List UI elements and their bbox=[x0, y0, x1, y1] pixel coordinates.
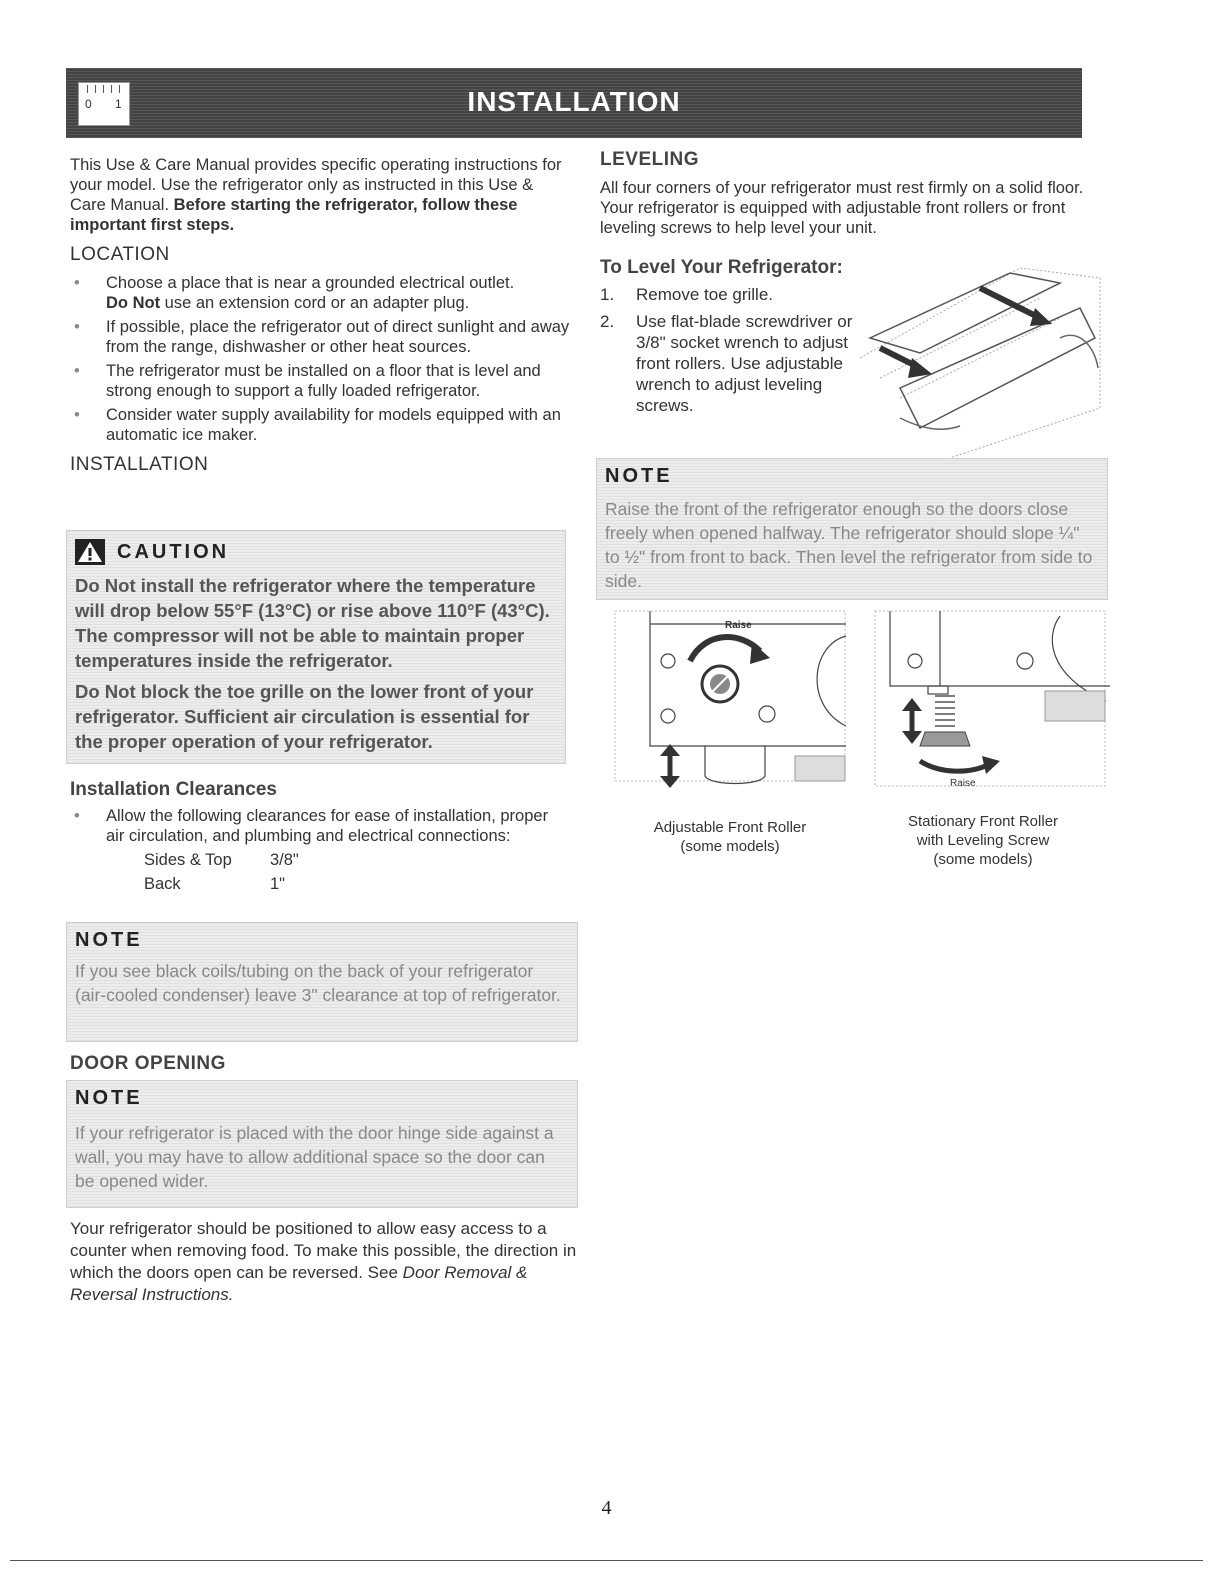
caution-text: Do Not block the toe grille on the lower front of your refrigerator. Sufficient air circulation is essential for the proper operation of your refrigerator. bbox=[75, 681, 534, 752]
installation-heading: INSTALLATION bbox=[70, 454, 209, 475]
list-item: • Choose a place that is near a grounded electrical outlet. Do Not use an extension cord or an adapter plug. bbox=[70, 273, 570, 313]
note-box bbox=[596, 458, 1108, 600]
leveling-paragraph: All four corners of your refrigerator must rest firmly on a solid floor. Your refrigerator is equipped with adjustable front rollers or front leveling screws to help level your unit. bbox=[600, 179, 1084, 237]
note-text: If you see black coils/tubing on the back of your refrigerator (air-cooled condenser) leave 3" clearance at top of refrigerator. bbox=[75, 961, 561, 1005]
adjustable-roller-figure bbox=[610, 606, 850, 796]
left-column bbox=[70, 155, 570, 483]
intro-paragraph: This Use & Care Manual provides specific operating instructions for your model. Use the refrigerator only as instructed in this Use & Care Manual. Before starting the refrigerator, follow these important first steps. bbox=[70, 156, 562, 234]
note-label: NOTE bbox=[75, 1087, 143, 1109]
location-heading: LOCATION bbox=[70, 244, 170, 265]
leveling-subheading: To Level Your Refrigerator: bbox=[600, 257, 843, 278]
table-row: Back 1" bbox=[144, 875, 286, 893]
leveling-steps bbox=[600, 258, 880, 422]
list-item: • Consider water supply availability for models equipped with an automatic ice maker. bbox=[70, 405, 570, 445]
list-item: • Allow the following clearances for ease of installation, proper air circulation, and plumbing and electrical connections: bbox=[70, 806, 570, 846]
list-item: • The refrigerator must be installed on a floor that is level and strong enough to support a fully loaded refrigerator. bbox=[70, 361, 570, 401]
list-item: 2. Use flat-blade screwdriver or 3/8" socket wrench to adjust front rollers. Use adjustable wrench to adjust leveling screws. bbox=[600, 312, 853, 415]
note-box bbox=[66, 1080, 578, 1208]
right-column bbox=[600, 150, 1100, 244]
list-item: • If possible, place the refrigerator out of direct sunlight and away from the range, dishwasher or other heat sources. bbox=[70, 317, 570, 357]
leveling-heading: LEVELING bbox=[600, 149, 700, 170]
toe-grille-illustration bbox=[840, 258, 1102, 458]
door-opening-heading: DOOR OPENING bbox=[70, 1053, 226, 1074]
location-list bbox=[70, 273, 570, 445]
note-text: Raise the front of the refrigerator enough so the doors close freely when opened halfway. The refrigerator should slope ¼" to ½" from front to back. Then level the refrigerator from side to side. bbox=[605, 499, 1093, 591]
list-item: 1. Remove toe grille. bbox=[600, 285, 774, 304]
clearances-section bbox=[70, 770, 570, 894]
page-number: 4 bbox=[601, 1497, 612, 1519]
leveling-screw-figure bbox=[870, 606, 1110, 796]
clearance-table bbox=[70, 850, 570, 894]
page-title: INSTALLATION bbox=[467, 86, 681, 117]
ruler-number: 0 bbox=[85, 97, 92, 111]
note-text: If your refrigerator is placed with the door hinge side against a wall, you may have to allow additional space so the door can be opened wider. bbox=[75, 1123, 554, 1191]
caution-label: CAUTION bbox=[117, 541, 230, 563]
figure-caption: Adjustable Front Roller (some models) bbox=[653, 819, 807, 855]
clearances-heading: Installation Clearances bbox=[70, 779, 277, 800]
note-label: NOTE bbox=[605, 465, 673, 487]
caution-box bbox=[66, 530, 566, 764]
section-banner bbox=[66, 68, 1082, 138]
ruler-number: 1 bbox=[115, 97, 122, 111]
warning-icon bbox=[75, 539, 105, 565]
note-label: NOTE bbox=[75, 929, 143, 951]
door-opening-paragraph: Your refrigerator should be positioned to allow easy access to a counter when removing food. To make this possible, the direction in which the doors open can be reversed. See Door Removal & Reversal Instructions. bbox=[70, 1219, 577, 1304]
note-box bbox=[66, 922, 578, 1042]
figure-caption: Stationary Front Roller with Leveling Screw (some models) bbox=[907, 813, 1059, 868]
caution-text: Do Not install the refrigerator where the temperature will drop below 55°F (13°C) or rise above 110°F (43°C). The compressor will not be able to maintain proper temperatures inside the refrigerator. bbox=[75, 575, 550, 671]
divider bbox=[10, 1560, 1203, 1561]
raise-label: Raise bbox=[950, 778, 976, 789]
table-row: Sides & Top 3/8" bbox=[144, 851, 299, 869]
raise-label: Raise bbox=[725, 620, 752, 631]
